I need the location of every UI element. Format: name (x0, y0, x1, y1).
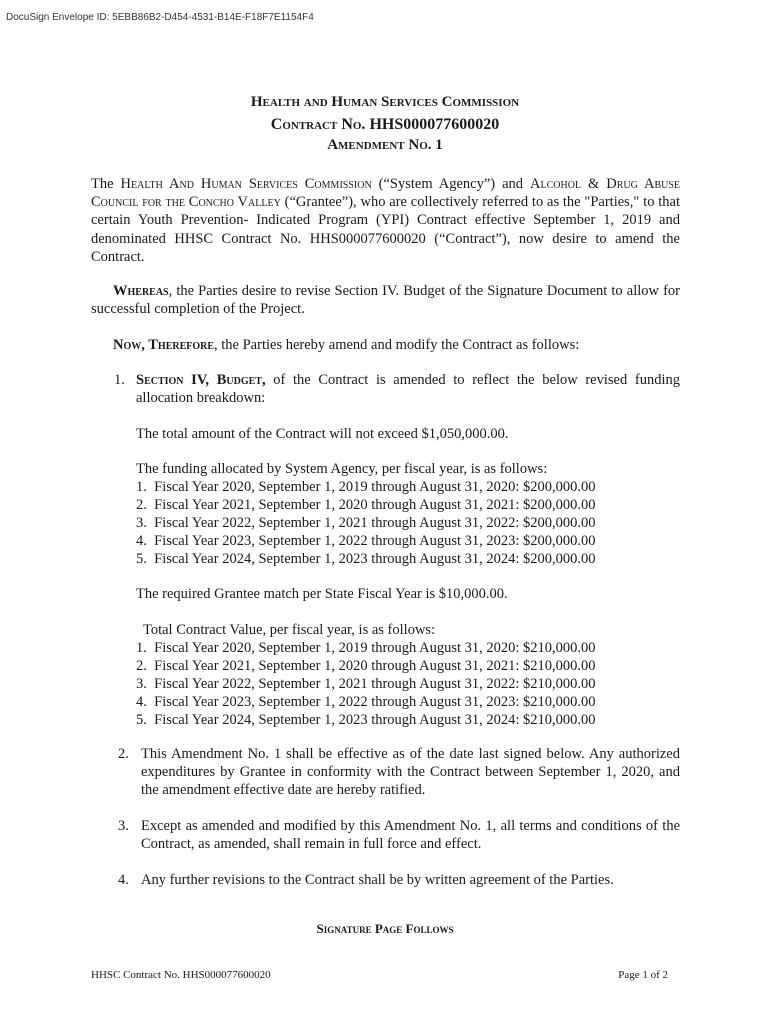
grantee-match: The required Grantee match per State Fiscal Year is $10,000.00. (136, 586, 508, 602)
page-number: Page 1 of 2 (618, 969, 668, 981)
whereas-paragraph (91, 282, 680, 318)
list-item: 3. Fiscal Year 2022, September 1, 2021 through August 31, 2022: $200,000.00 (136, 515, 596, 531)
list-item: 2. Fiscal Year 2021, September 1, 2020 through August 31, 2021: $200,000.00 (136, 497, 596, 513)
list-item: 5. Fiscal Year 2024, September 1, 2023 through August 31, 2024: $210,000.00 (136, 712, 596, 728)
footer-contract-no: HHSC Contract No. HHS000077600020 (91, 969, 271, 981)
contract-number: HHS000077600020 (369, 116, 500, 133)
intro-paragraph (91, 175, 680, 266)
agency-name: Health And Human Services Commission (120, 176, 372, 192)
item2-number: 2. (118, 746, 129, 762)
item1-lead: Section IV, Budget, (136, 372, 266, 388)
document-title-line1: Health and Human Services Commission (250, 94, 520, 110)
contract-value-intro: Total Contract Value, per fiscal year, is as follows: (143, 622, 436, 638)
item1-body: of the Contract is amended to reflect the below revised funding allocation breakdown: (136, 372, 680, 406)
item3-text: Except as amended and modified by this Amendment No. 1, all terms and conditions of the Contract, as amended, shall remain in full force and effect. (141, 818, 680, 852)
list-item: 1. Fiscal Year 2020, September 1, 2019 through August 31, 2020: $200,000.00 (136, 479, 596, 495)
item1-number: 1. (114, 372, 125, 388)
list-item: 5. Fiscal Year 2024, September 1, 2023 through August 31, 2024: $200,000.00 (136, 551, 596, 567)
whereas-text: , the Parties desire to revise Section IV. Budget of the Signature Document to allow for successful completion of the Project. (91, 283, 680, 318)
item4-number: 4. (118, 872, 129, 888)
item3-number: 3. (118, 818, 129, 834)
now-therefore-text: , the Parties hereby amend and modify the Contract as follows: (214, 337, 580, 353)
item2-text: This Amendment No. 1 shall be effective as of the date last signed below. Any authorized expenditures by Grantee in conformity with the Contract between September 1, 2020, and the amendment effective date are hereby ratified. (141, 746, 680, 798)
list-item: 4. Fiscal Year 2023, September 1, 2022 through August 31, 2023: $200,000.00 (136, 533, 596, 549)
list-item: 3. Fiscal Year 2022, September 1, 2021 through August 31, 2022: $210,000.00 (136, 676, 596, 692)
grantee-name: Alcohol & Drug Abuse Council for the Concho Valley (91, 176, 681, 211)
funding-intro: The funding allocated by System Agency, per fiscal year, is as follows: (136, 461, 548, 477)
contract-no-label: Contract No. (270, 116, 366, 133)
item4-text: Any further revisions to the Contract shall be by written agreement of the Parties. (141, 872, 614, 888)
now-therefore-paragraph (91, 336, 680, 354)
document-title-line3: Amendment No. 1 (327, 137, 443, 153)
signature-page-follows: Signature Page Follows (316, 921, 454, 936)
list-item: 2. Fiscal Year 2021, September 1, 2020 through August 31, 2021: $210,000.00 (136, 658, 596, 674)
docusign-envelope-id: DocuSign Envelope ID: 5EBB86B2-D454-4531-B14E-F18F7E1154F4 (6, 12, 314, 23)
intro-the: The (91, 176, 114, 192)
document-title-line2 (0, 116, 770, 134)
intro-rest: (“Grantee”), who are collectively referred to as the "Parties," to that certain Youth Prevention- Indicated Program (YPI) Contract effective September 1, 2019 and denominated HHSC Contract No. HHS000077600020 (“Contract”), now desire to amend the Contract. (91, 194, 680, 265)
whereas-lead: Whereas (113, 283, 169, 299)
total-amount: The total amount of the Contract will not exceed $1,050,000.00. (136, 426, 509, 442)
now-therefore-lead: Now, Therefore (113, 337, 215, 353)
list-item: 1. Fiscal Year 2020, September 1, 2019 through August 31, 2020: $210,000.00 (136, 640, 596, 656)
list-item: 4. Fiscal Year 2023, September 1, 2022 through August 31, 2023: $210,000.00 (136, 694, 596, 710)
item1-text (136, 371, 680, 407)
intro-mid: (“System Agency”) and (378, 176, 524, 192)
